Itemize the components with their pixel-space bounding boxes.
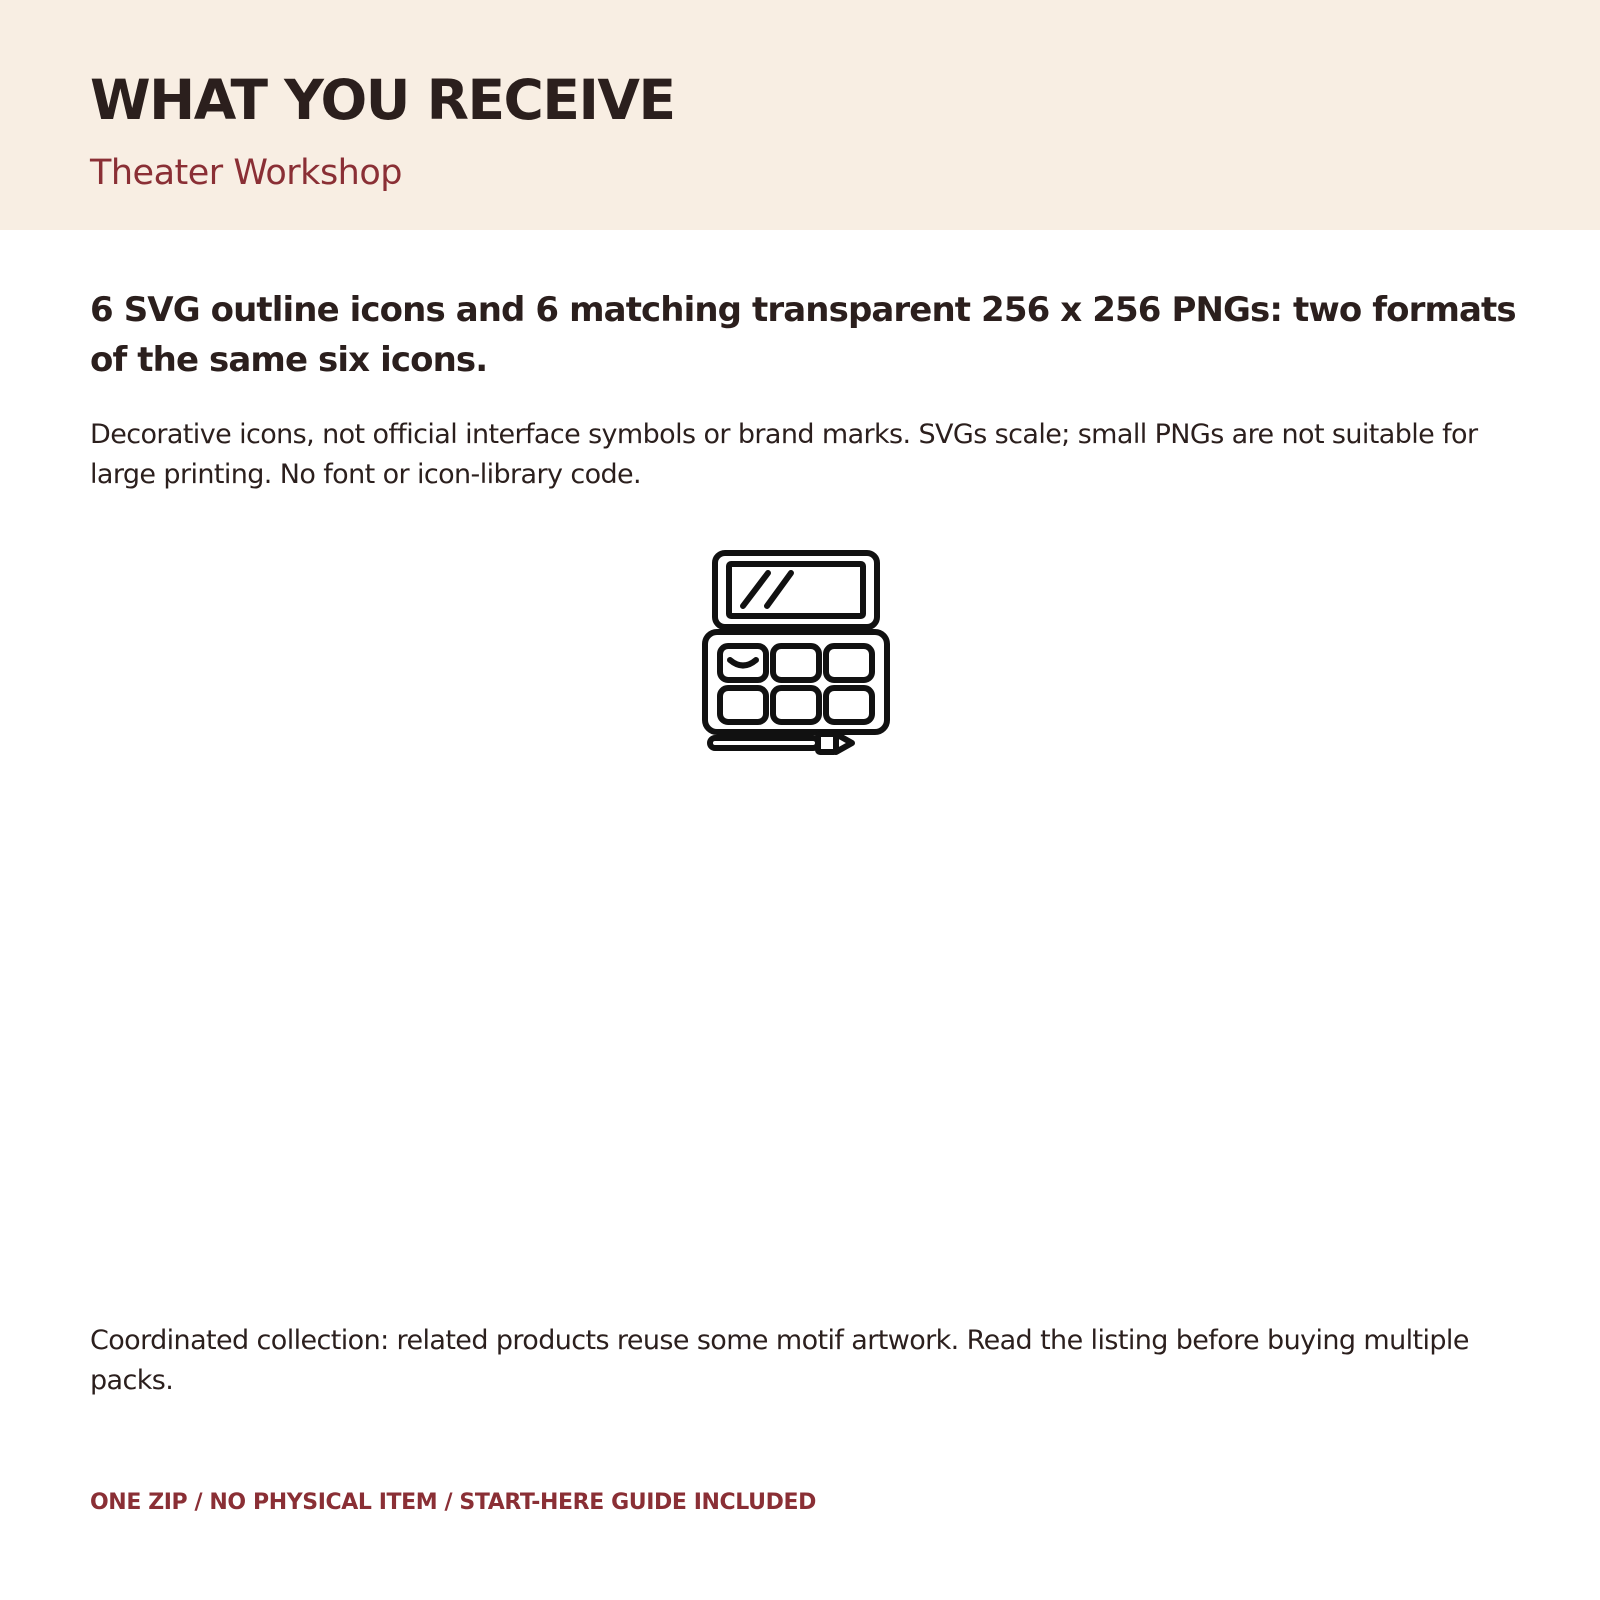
footer-tagline: ONE ZIP / NO PHYSICAL ITEM / START-HERE GUIDE INCLUDED	[90, 1490, 816, 1515]
product-headline: 6 SVG outline icons and 6 matching transparent 256 x 256 PNGs: two formats of the same six icons.	[90, 290, 1516, 380]
collection-note: Coordinated collection: related products reuse some motif artwork. Read the listing before buying multiple packs.	[90, 1325, 1469, 1396]
usage-disclaimer: Decorative icons, not official interface symbols or brand marks. SVGs scale; small PNGs are not suitable for large printing. No font or icon-library code.	[90, 419, 1478, 490]
header-banner	[0, 0, 1600, 230]
page-subtitle: Theater Workshop	[90, 153, 402, 193]
makeup-palette-icon	[700, 548, 900, 758]
page-title: WHAT YOU RECEIVE	[90, 68, 675, 132]
